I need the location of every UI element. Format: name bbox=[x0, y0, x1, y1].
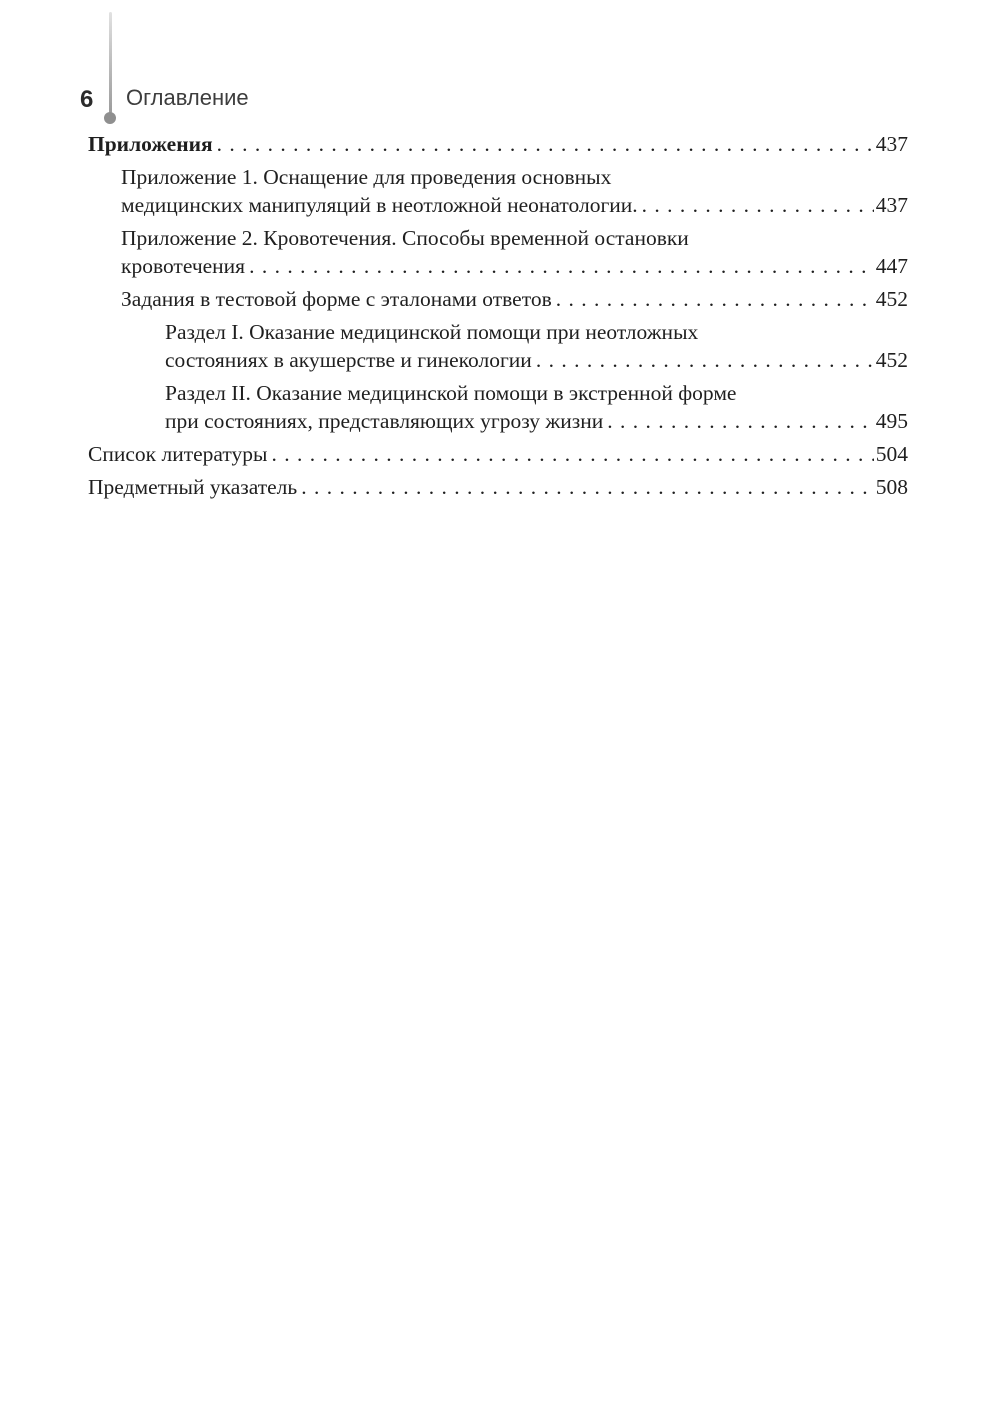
toc-page-number: 447 bbox=[875, 254, 908, 278]
toc-entry-title: состояниях в акушерстве и гинекологии bbox=[165, 348, 532, 372]
toc-page-number: 452 bbox=[875, 287, 908, 311]
toc-entry bbox=[88, 163, 908, 219]
toc-entry-line bbox=[165, 346, 908, 374]
toc-page-number: 504 bbox=[875, 442, 908, 466]
toc-entry bbox=[88, 285, 908, 313]
dot-leader bbox=[642, 191, 874, 219]
toc-list bbox=[88, 130, 908, 501]
toc-entry-title: при состояниях, представляющих угрозу жизни bbox=[165, 409, 604, 433]
toc-entry-line bbox=[88, 130, 908, 158]
toc-entry-line bbox=[165, 379, 908, 407]
toc-entry-line bbox=[165, 318, 908, 346]
toc-entry-line bbox=[121, 285, 908, 313]
toc-page-number: 452 bbox=[875, 348, 908, 372]
toc-entry-title: Раздел I. Оказание медицинской помощи при неотложных bbox=[165, 320, 699, 344]
toc-entry-title: кровотечения bbox=[121, 254, 246, 278]
toc-entry bbox=[88, 130, 908, 158]
header-rule-dot-icon bbox=[104, 112, 116, 124]
toc-page-number: 437 bbox=[875, 132, 908, 156]
dot-leader bbox=[607, 407, 873, 435]
toc-entry bbox=[88, 318, 908, 374]
toc-entry-line bbox=[121, 252, 908, 280]
toc-entry-line bbox=[165, 407, 908, 435]
dot-leader bbox=[217, 130, 874, 158]
toc-page-number: 437 bbox=[875, 193, 908, 217]
dot-leader bbox=[536, 346, 874, 374]
toc-page-number: 508 bbox=[875, 475, 908, 499]
toc-entry-title: Приложения bbox=[88, 132, 213, 156]
toc-page-number: 495 bbox=[875, 409, 908, 433]
toc-entry bbox=[88, 473, 908, 501]
toc-entry-title: Предметный указатель bbox=[88, 475, 298, 499]
header-vertical-rule bbox=[109, 12, 112, 113]
toc-entry bbox=[88, 440, 908, 468]
dot-leader bbox=[271, 440, 873, 468]
page-number: 6 bbox=[80, 86, 94, 113]
toc-entry bbox=[88, 224, 908, 280]
toc-entry-title: Раздел II. Оказание медицинской помощи в экстренной форме bbox=[165, 381, 737, 405]
header-title: Оглавление bbox=[126, 85, 249, 110]
page-header bbox=[0, 0, 1000, 130]
dot-leader bbox=[556, 285, 874, 313]
toc-entry-line bbox=[121, 163, 908, 191]
toc-entry-line bbox=[121, 191, 908, 219]
toc-entry-title: медицинских манипуляций в неотложной неонатологии. bbox=[121, 193, 638, 217]
toc-entry-title: Приложение 1. Оснащение для проведения основных bbox=[121, 165, 612, 189]
toc-entry-line bbox=[88, 473, 908, 501]
toc-entry bbox=[88, 379, 908, 435]
dot-leader bbox=[249, 252, 874, 280]
toc-entry-line bbox=[88, 440, 908, 468]
dot-leader bbox=[301, 473, 874, 501]
toc-entry-title: Задания в тестовой форме с эталонами ответов bbox=[121, 287, 552, 311]
toc-entry-title: Список литературы bbox=[88, 442, 268, 466]
toc-entry-title: Приложение 2. Кровотечения. Способы временной остановки bbox=[121, 226, 689, 250]
toc-entry-line bbox=[121, 224, 908, 252]
